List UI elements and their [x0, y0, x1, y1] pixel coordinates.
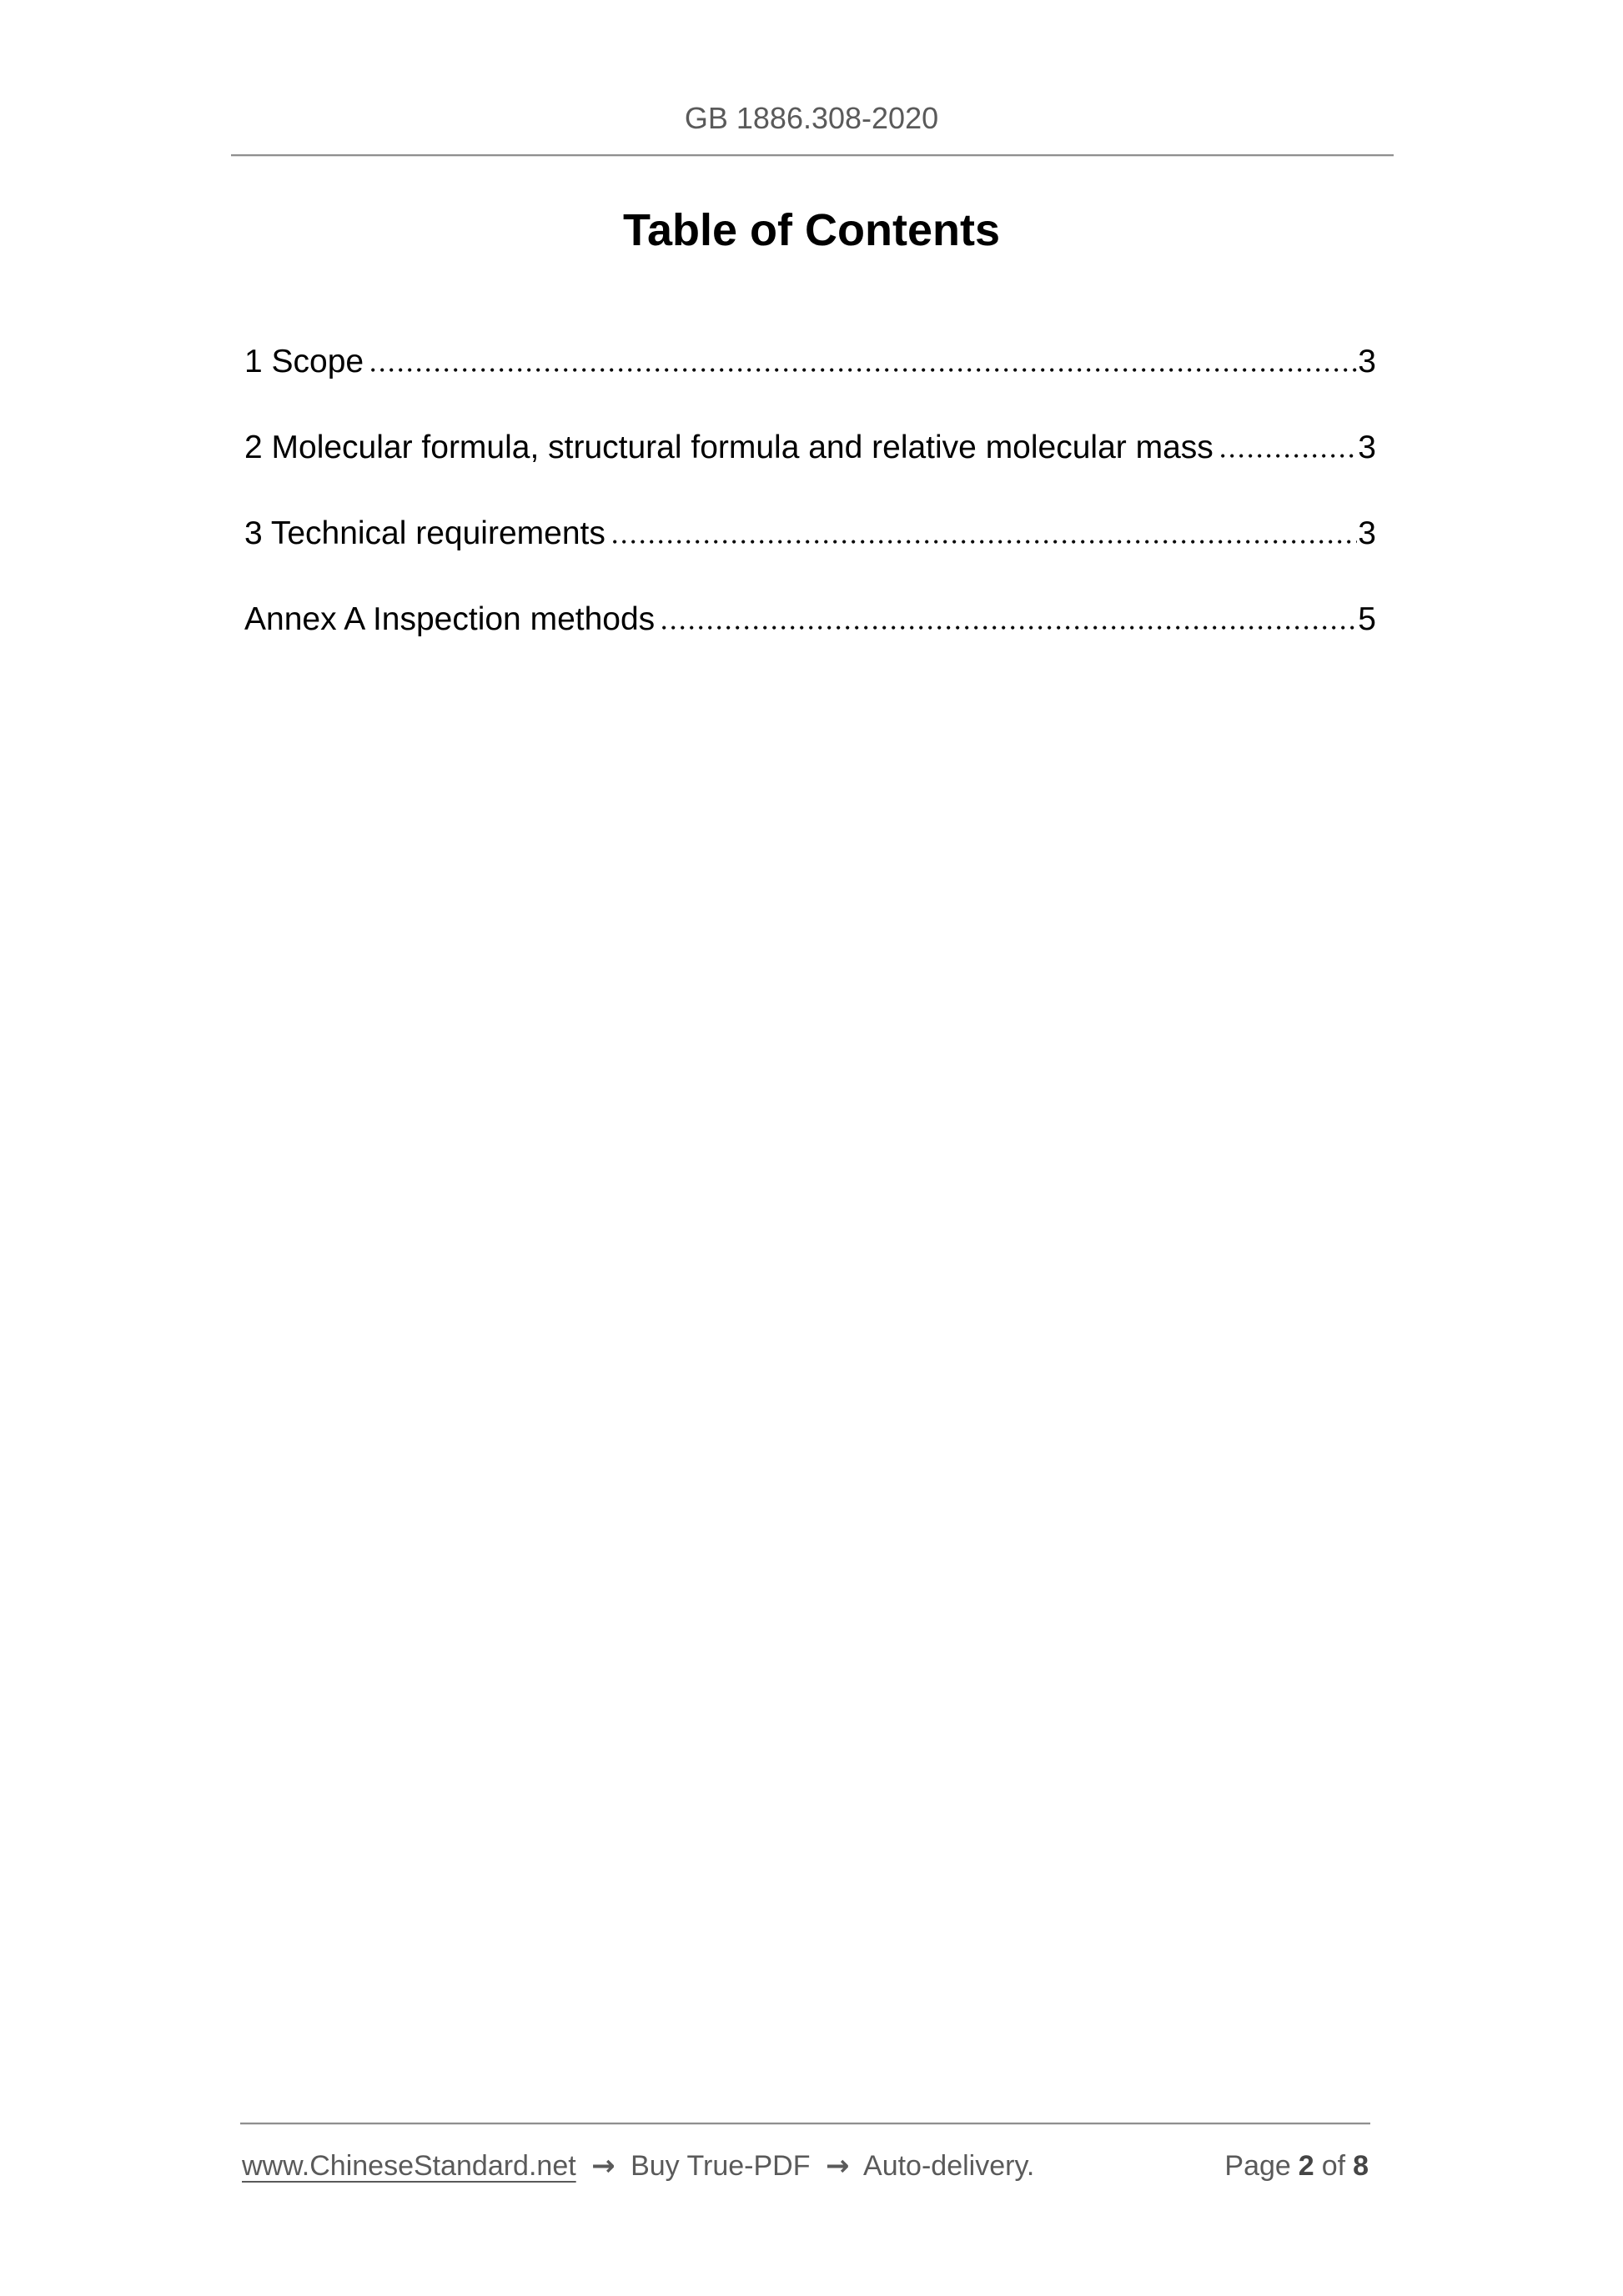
- header-rule: [231, 154, 1394, 157]
- toc-entry-label: Annex A Inspection methods: [244, 601, 656, 637]
- footer-rule: [240, 2123, 1370, 2125]
- site-link[interactable]: www.ChineseStandard.net: [242, 2150, 576, 2182]
- toc-entry: [244, 600, 1376, 640]
- page-indicator: [1224, 2148, 1376, 2183]
- toc-entry-label: 2 Molecular formula, structural formula and relative molecular mass: [244, 430, 1213, 465]
- page-current-number: 2: [1298, 2150, 1314, 2182]
- toc-entry: [244, 342, 1376, 382]
- toc-entry: [244, 514, 1376, 554]
- footer-left: [242, 2148, 1034, 2183]
- document-number: GB 1886.308-2020: [684, 101, 939, 135]
- page-total-number: 8: [1353, 2150, 1369, 2182]
- toc-entry-label: 1 Scope: [244, 344, 364, 379]
- toc-dot-leader: [1221, 454, 1358, 458]
- footer-delivery-text: Auto-delivery.: [863, 2150, 1035, 2182]
- page-label: Page: [1224, 2150, 1291, 2182]
- arrow-right-icon: →: [591, 2149, 616, 2183]
- toc-entry-label: 3 Technical requirements: [244, 515, 605, 551]
- footer: [242, 2148, 1376, 2183]
- footer-buy-text: Buy True-PDF: [631, 2150, 811, 2182]
- toc-dot-leader: [662, 625, 1357, 630]
- arrow-right-icon: →: [825, 2149, 850, 2183]
- page-title: Table of Contents: [623, 205, 1000, 255]
- toc-entry-page: 5: [1358, 601, 1376, 637]
- toc-entry-page: 3: [1358, 344, 1376, 379]
- toc-dot-leader: [371, 368, 1357, 372]
- toc-entry-page: 3: [1358, 515, 1376, 551]
- toc-dot-leader: [613, 540, 1357, 544]
- toc-entry-page: 3: [1358, 430, 1376, 465]
- table-of-contents: [244, 342, 1376, 686]
- toc-entry: [244, 428, 1376, 468]
- of-label: of: [1321, 2150, 1346, 2182]
